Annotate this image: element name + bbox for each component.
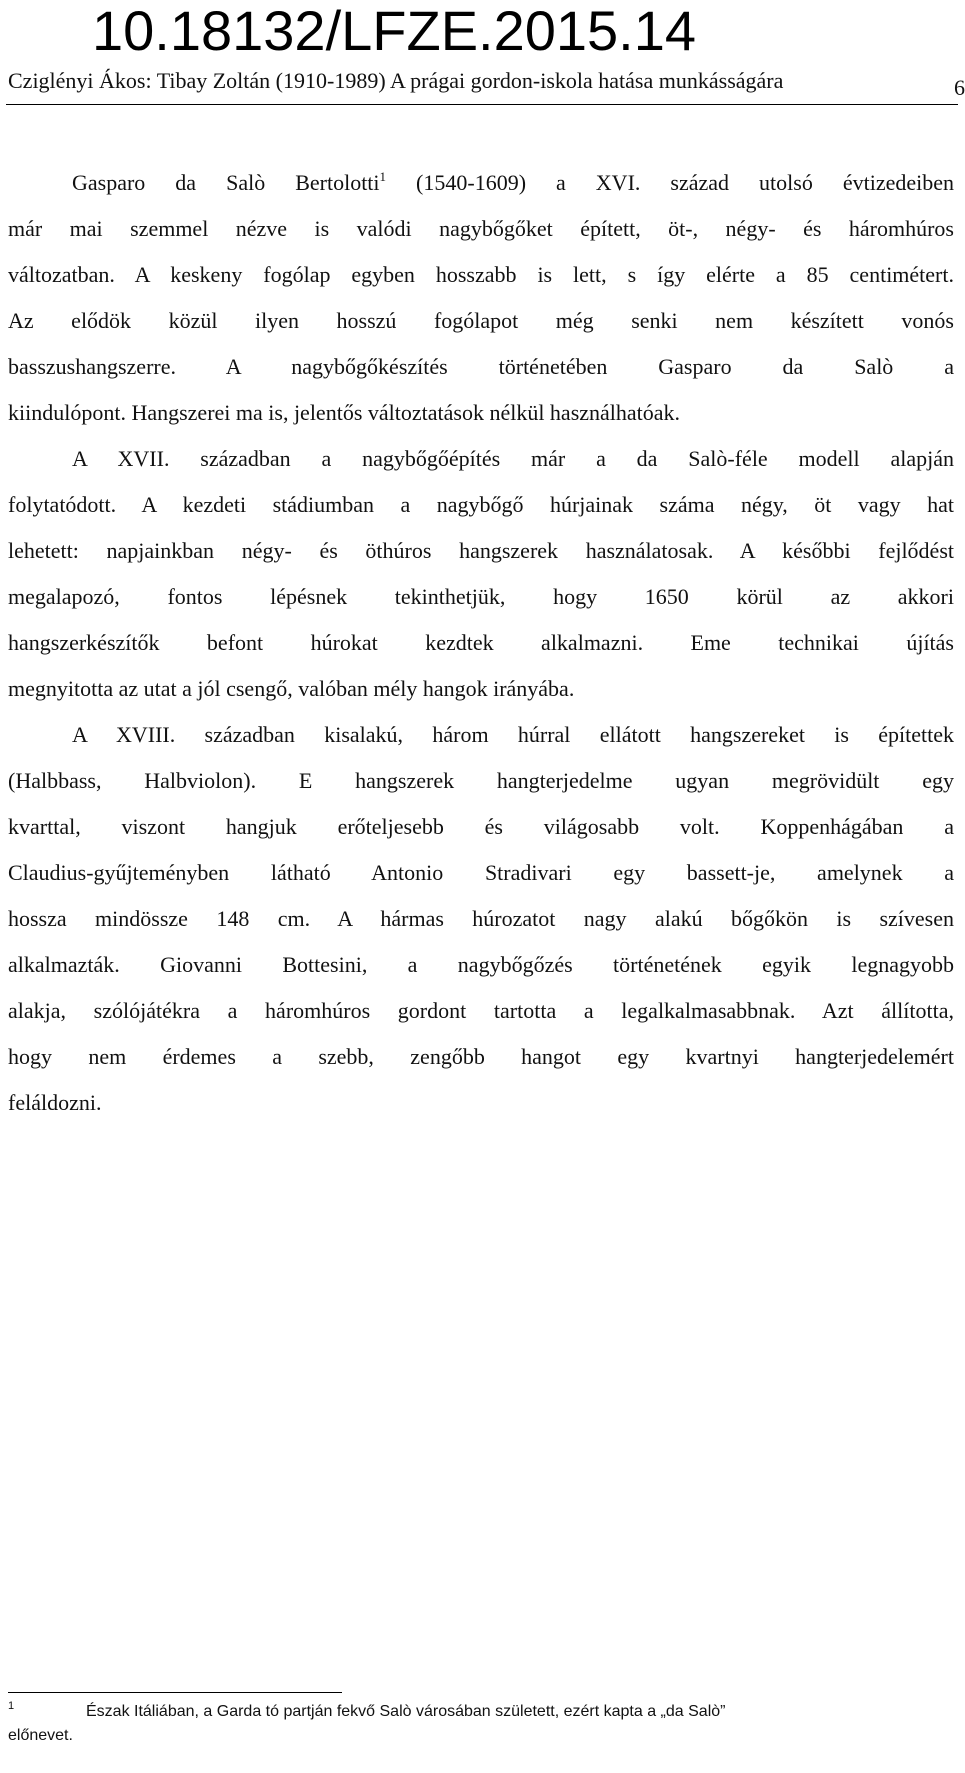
line-text: feláldozni.	[8, 1090, 102, 1115]
line-text-after-ref: (1540-1609) a XVI. század utolsó évtizedeiben	[386, 170, 954, 195]
line-text: lehetett: napjainkban négy- és öthúros hangszerek használatosak. A későbbi fejlődést	[8, 538, 954, 563]
page-number: 6	[954, 75, 965, 100]
line-text: hogy nem érdemes a szebb, zengőbb hangot egy kvartnyi hangterjedelemért	[8, 1044, 954, 1069]
text-line	[8, 942, 954, 988]
text-line	[8, 252, 954, 298]
line-text: Az elődök közül ilyen hosszú fogólapot még senki nem készített vonós	[8, 308, 954, 333]
line-text: megalapozó, fontos lépésnek tekinthetjük, hogy 1650 körül az akkori	[8, 584, 954, 609]
footnote-line: 1 Észak Itáliában, a Garda tó partján fekvő Salò városában született, ezért kapta a „da Salò”	[8, 1700, 726, 1720]
line-text: kiindulópont. Hangszerei ma is, jelentős változtatások nélkül használhatóak.	[8, 400, 681, 425]
footnote-text: Észak Itáliában, a Garda tó partján fekvő Salò városában született, ezért kapta a „da Salò”	[86, 1703, 726, 1720]
line-text: basszushangszerre. A nagybőgőkészítés történetében Gasparo da Salò a	[8, 354, 954, 379]
footnote-text-cont: előnevet.	[8, 1727, 73, 1744]
text-line	[8, 1034, 954, 1080]
paragraph	[8, 436, 954, 712]
text-line	[8, 298, 954, 344]
line-text: folytatódott. A kezdeti stádiumban a nagybőgő húrjainak száma négy, öt vagy hat	[8, 492, 954, 517]
text-line	[8, 574, 954, 620]
doi-watermark: 10.18132/LFZE.2015.14	[92, 0, 697, 62]
line-text: hangszerkészítők befont húrokat kezdtek alkalmazni. Eme technikai újítás	[8, 630, 954, 655]
paragraph	[8, 712, 954, 1126]
footnote	[8, 1700, 954, 1748]
text-line	[8, 482, 954, 528]
line-text: kvarttal, viszont hangjuk erőteljesebb és világosabb volt. Koppenhágában a	[8, 814, 954, 839]
text-line	[8, 436, 954, 482]
line-text: Gasparo da Salò Bertolotti	[72, 170, 380, 195]
line-text: megnyitotta az utat a jól csengő, valóban mély hangok irányába.	[8, 676, 575, 701]
text-line	[8, 344, 954, 390]
footnote-line	[8, 1724, 954, 1748]
text-line	[8, 620, 954, 666]
line-text: A XVIII. században kisalakú, három húrral ellátott hangszereket is építettek	[72, 722, 954, 747]
line-text: hossza mindössze 148 cm. A hármas húrozatot nagy alakú bőgőkön is szívesen	[8, 906, 954, 931]
body-text	[8, 160, 954, 1126]
line-text: már mai szemmel nézve is valódi nagybőgőket épített, öt-, négy- és háromhúros	[8, 216, 954, 241]
footnote-ref: 1	[379, 169, 387, 184]
text-line	[8, 1080, 954, 1126]
text-line	[8, 390, 954, 436]
header-rule	[6, 104, 958, 105]
line-text: Claudius-gyűjteményben látható Antonio Stradivari egy bassett-je, amelynek a	[8, 860, 954, 885]
text-line	[8, 896, 954, 942]
text-line	[8, 528, 954, 574]
text-line	[8, 850, 954, 896]
line-text: A XVII. században a nagybőgőépítés már a da Salò-féle modell alapján	[72, 446, 954, 471]
text-line	[8, 666, 954, 712]
footnote-rule	[8, 1692, 342, 1693]
text-line	[8, 712, 954, 758]
text-line	[8, 988, 954, 1034]
header-title: Cziglényi Ákos: Tibay Zoltán (1910-1989) A prágai gordon-iskola hatása munkásságára	[8, 68, 784, 93]
line-text: változatban. A keskeny fogólap egyben hosszabb is lett, s így elérte a 85 centimétert.	[8, 262, 954, 287]
line-text: alakja, szólójátékra a háromhúros gordont tartotta a legalkalmasabbnak. Azt állította,	[8, 998, 954, 1023]
text-line	[8, 804, 954, 850]
line-text: (Halbbass, Halbviolon). E hangszerek hangterjedelme ugyan megrövidült egy	[8, 768, 954, 793]
text-line	[8, 758, 954, 804]
text-line	[8, 206, 954, 252]
paragraph	[8, 160, 954, 436]
line-text: alkalmazták. Giovanni Bottesini, a nagybőgőzés történetének egyik legnagyobb	[8, 952, 954, 977]
text-line	[8, 160, 954, 206]
